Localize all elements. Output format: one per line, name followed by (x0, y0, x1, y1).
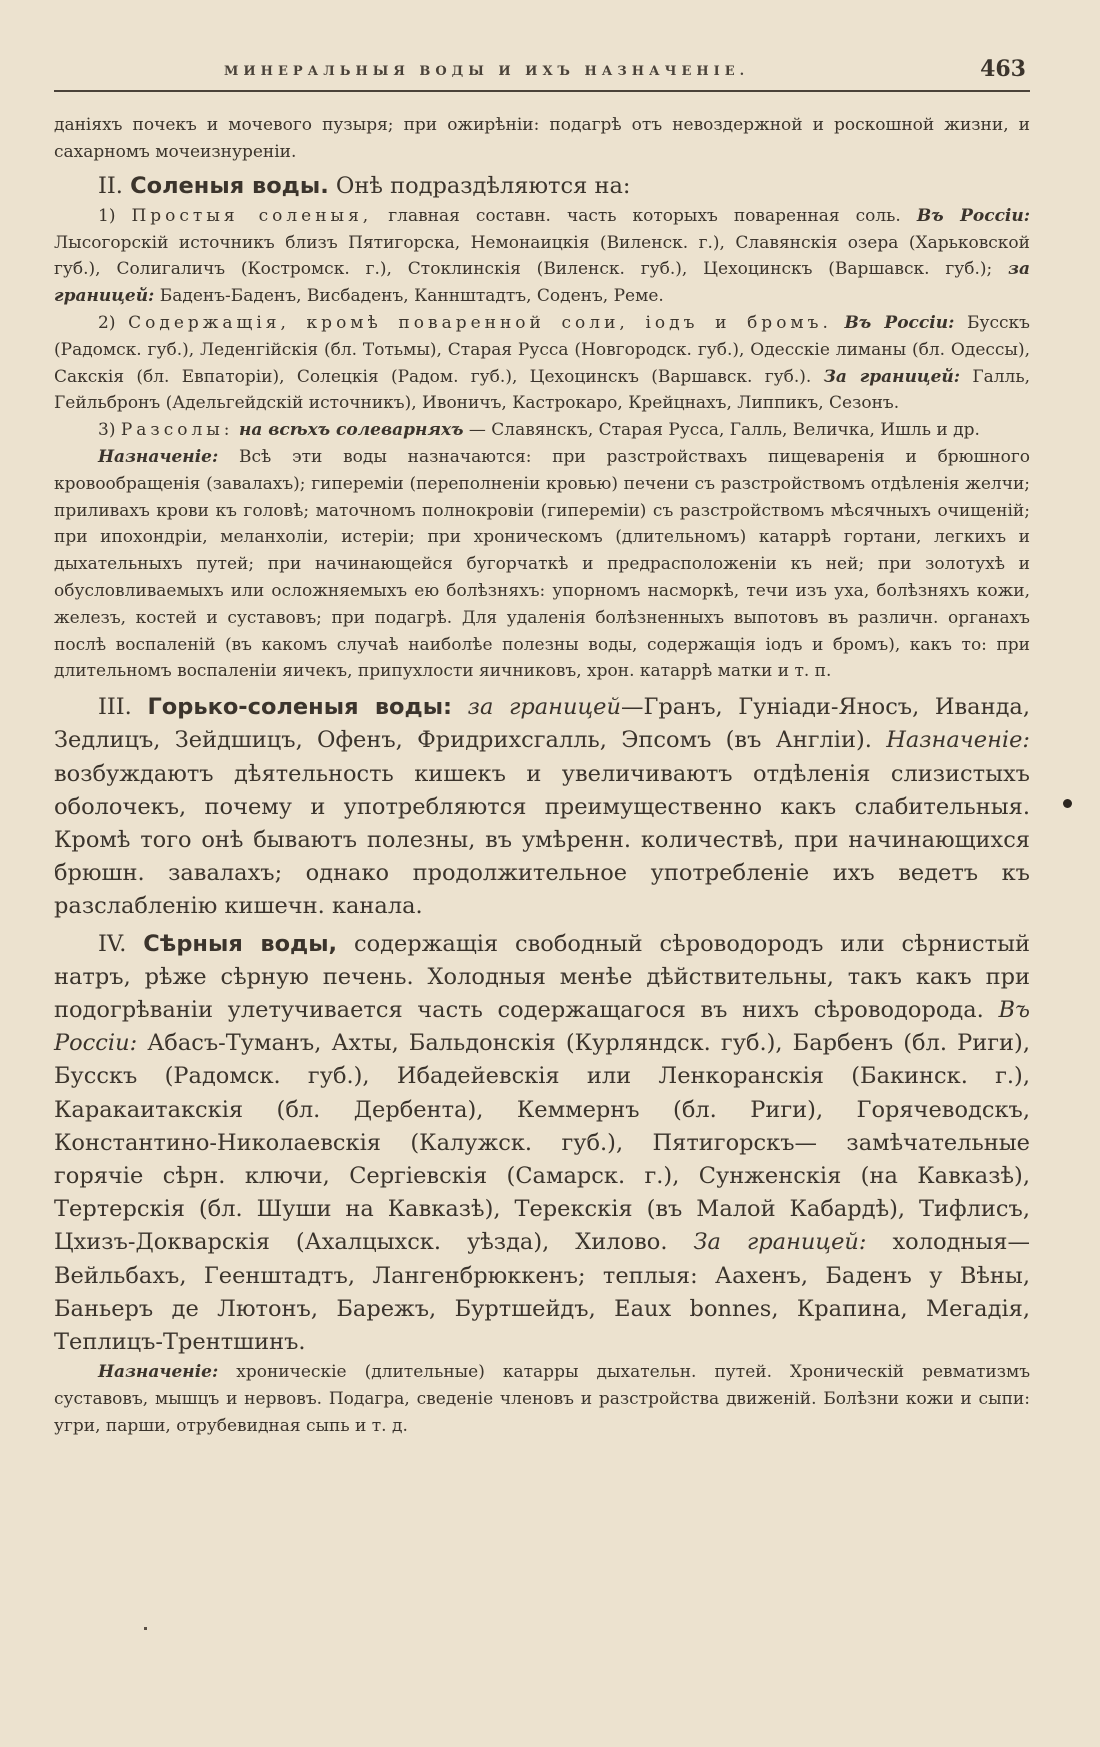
section-2-purpose-label: Назначеніе: (98, 446, 219, 467)
section-2-intro: Онѣ подраздѣляются на: (335, 172, 631, 199)
subsection-3-term: Разсолы: (120, 420, 234, 441)
subsection-3-num: 3) (98, 420, 116, 441)
section-4-russia-label: Въ Россіи: (54, 996, 1030, 1057)
page-content (54, 112, 1030, 1440)
subsection-1-russia-list: Лысогорскій источникъ близъ Пятигорска, Немонаицкія (Виленск. г.), Славянскія озера (Харьковской губ.), Солигаличъ (Костромск. г.), Стоклинскія (Виленск. губ.), Цехоцинскъ (Варшавск. губ.); (54, 232, 1030, 280)
page-number: 463 (980, 56, 1026, 82)
section-4-paragraph (54, 928, 1030, 1360)
subsection-2-num: 2) (98, 312, 116, 333)
subsection-2 (54, 310, 1030, 417)
running-head: МИНЕРАЛЬНЫЯ ВОДЫ И ИХЪ НАЗНАЧЕНІЕ. (224, 64, 750, 79)
section-3-abroad-label: за границей (467, 694, 621, 721)
subsection-1-abroad-list: Баденъ-Баденъ, Висбаденъ, Каннштадтъ, Соденъ, Реме. (159, 286, 664, 307)
continuation-text: даніяхъ почекъ и мочевого пузыря; при ожирѣніи: подагрѣ отъ невоздержной и роскошной жизни, и сахарномъ мочеизнуреніи. (54, 115, 1030, 162)
section-4-numeral: IV. (98, 930, 127, 957)
subsection-1 (54, 203, 1030, 310)
subsection-2-term: Содержащія, кромѣ поваренной соли, іодъ и бромъ. (128, 312, 832, 333)
section-4-purpose-text: хроническіе (длительные) катарры дыхательн. путей. Хроническій ревматизмъ суставовъ, мышцъ и нервовъ. Подагра, сведеніе членовъ и разстройства движеній. Болѣзни кожи и сыпи: угри, парши, отрубевидная сыпь и т. д. (54, 1362, 1031, 1436)
subsection-1-num: 1) (98, 205, 116, 226)
section-3-list: —Гранъ, Гуніади-Яносъ, Иванда, Зедлицъ, Зейдшицъ, Офенъ, Фридрихсгалль, Эпсомъ (въ Англіи). (54, 694, 1030, 754)
subsection-3-label: на всѣхъ солеварняхъ (238, 420, 464, 441)
margin-ink-dot (1063, 799, 1072, 808)
section-4-purpose (54, 1359, 1030, 1439)
subsection-2-russia-list: Бусскъ (Радомск. губ.), Леденгійскія (бл. Тотьмы), Старая Русса (Новгородск. губ.), Одесскіе лиманы (бл. Одессы), Сакскія (бл. Евпаторіи), Солецкія (Радом. губ.), Цехоцинскъ (Варшавск. губ.). (54, 312, 1030, 387)
subsection-1-text: главная составн. часть которыхъ поваренная соль. (388, 205, 901, 226)
section-2-purpose (54, 444, 1030, 685)
continuation-paragraph (54, 112, 1030, 166)
section-2-purpose-text: Всѣ эти воды назначаются: при разстройствахъ пищеваренія и брюшного кровообращенія (завалахъ); гипереміи (переполненіи кровью) печени съ разстройствомъ отдѣленія желчи; приливахъ крови къ головѣ; маточномъ полнокровіи (гипереміи) съ разстройствомъ мѣсячныхъ очищеній; при ипохондріи, меланхоліи, истеріи; при хроническомъ (длительномъ) катаррѣ гортани, легкихъ и дыхательныхъ путей; при начинающейся бугорчаткѣ и предрасположеніи къ ней; при золотухѣ и обусловливаемыхъ или осложняемыхъ ею болѣзняхъ: упорномъ насморкѣ, течи изъ уха, болѣзняхъ кожи, железъ, костей и суставовъ; при подагрѣ. Для удаленія болѣзненныхъ выпотовъ въ различн. органахъ послѣ воспаленій (въ какомъ случаѣ наиболѣе полезны воды, содержащія іодъ и бромъ), какъ то: при длительномъ воспаленіи яичекъ, припухлости яичниковъ, хрон. катаррѣ матки и т. п. (54, 446, 1030, 682)
page-header (54, 56, 1030, 92)
section-3-numeral: III. (98, 694, 132, 721)
subsection-2-abroad-list: Галль, Гейльбронъ (Адельгейдскій источникъ), Ивоничъ, Кастрокаро, Крейцнахъ, Липпикъ, Сезонъ. (54, 366, 1031, 414)
section-4-purpose-label: Назначеніе: (98, 1362, 219, 1383)
section-2-heading (54, 170, 1030, 203)
subsection-2-abroad-label: За границей: (823, 366, 961, 387)
stray-ink-mark (144, 1627, 147, 1630)
section-4-abroad-label: За границей: (693, 1229, 867, 1256)
subsection-1-term: Простыя соленыя, (131, 205, 373, 226)
section-2-title: Соленыя воды. (130, 172, 329, 199)
subsection-3 (54, 417, 1030, 444)
subsection-2-russia-label: Въ Россіи: (844, 312, 955, 333)
section-4-description: содержащія свободный сѣроводородъ или сѣрнистый натръ, рѣже сѣрную печень. Холодныя менѣе дѣйствительны, такъ какъ при подогрѣваніи улетучивается часть содержащагося въ нихъ сѣроводорода. (54, 930, 1030, 1023)
subsection-1-russia-label: Въ Россіи: (916, 205, 1031, 226)
subsection-1-abroad-label: за границей: (54, 259, 1030, 307)
section-4-title: Сѣрныя воды, (143, 930, 338, 957)
section-4-abroad-list: холодныя—Вейльбахъ, Геенштадтъ, Лангенбрюккенъ; теплыя: Аахенъ, Баденъ у Вѣны, Баньеръ де Лютонъ, Барежъ, Буртшейдъ, Eaux bonnes, Крапина, Мегадія, Теплицъ-Трентшинъ. (54, 1229, 1030, 1355)
section-3-purpose-label: Назначеніе: (886, 727, 1030, 754)
subsection-3-list: — Славянскъ, Старая Русса, Галль, Величка, Ишль и др. (468, 420, 980, 441)
section-2-numeral: II. (98, 172, 123, 199)
section-3-paragraph (54, 691, 1030, 923)
section-3-purpose-text: возбуждаютъ дѣятельность кишекъ и увеличиваютъ отдѣленія слизистыхъ оболочекъ, почему и употребляются преимущественно какъ слабительныя. Кромѣ того онѣ бываютъ полезны, въ умѣренн. количествѣ, при начинающихся брюшн. завалахъ; однако продолжительное употребленіе ихъ ведетъ къ разслабленію кишечн. канала. (54, 760, 1030, 920)
section-3-title: Горько-соленыя воды: (147, 694, 453, 721)
section-4-russia-list: Абасъ-Туманъ, Ахты, Бальдонскія (Курляндск. губ.), Барбенъ (бл. Риги), Бусскъ (Радомск. губ.), Ибадейевскія или Ленкоранскія (Бакинск. г.), Каракаитакскія (бл. Дербента), Кеммернъ (бл. Риги), Горячеводскъ, Константино-Николаевскія (Калужск. губ.), Пятигорскъ— замѣчательные горячіе сѣрн. ключи, Сергіевскія (Самарск. г.), Сунженскія (на Кавказѣ), Тертерскія (бл. Шуши на Кавказѣ), Терекскія (въ Малой Кабардѣ), Тифлисъ, Цхизъ-Докварскія (Ахалцыхск. уѣзда), Хилово. (54, 1030, 1030, 1256)
